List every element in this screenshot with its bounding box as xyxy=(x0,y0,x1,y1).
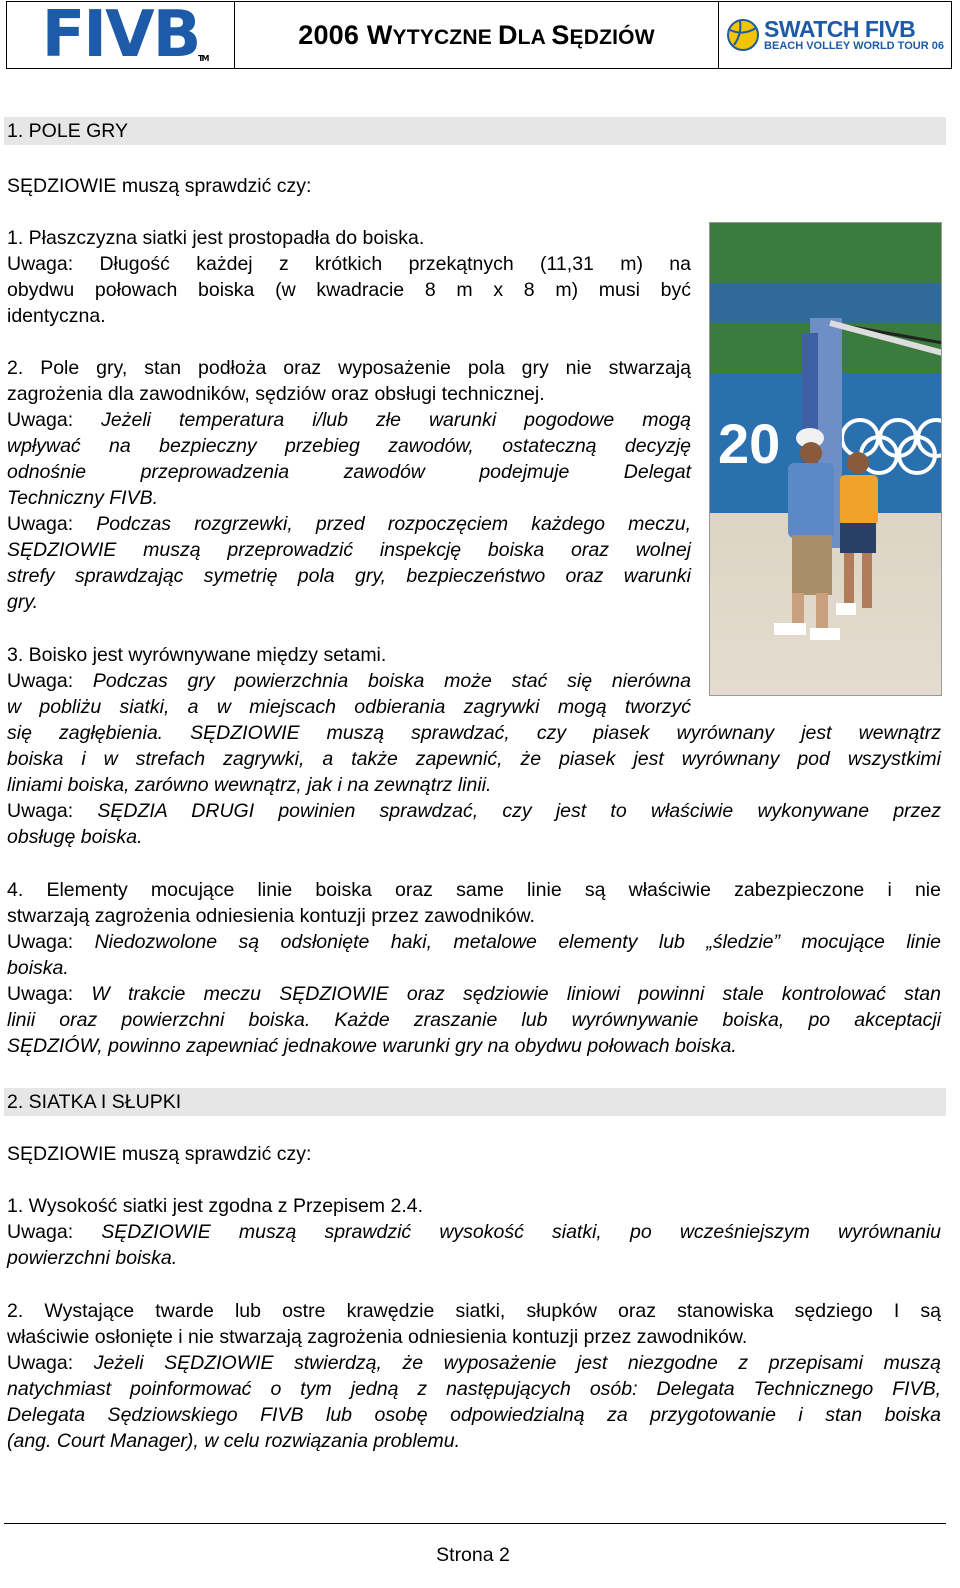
fivb-logo: FIVB TM xyxy=(41,0,208,72)
rule-item: 1. Wysokość siatki jest zgodna z Przepisem 2.4. xyxy=(7,1195,423,1217)
rule-item: 3. Boisko jest wyrównywane między setami. xyxy=(7,644,387,666)
footer-divider xyxy=(4,1523,946,1524)
note-line: obsługę boiska. xyxy=(7,826,143,848)
rule-item-line: właściwie osłonięte i nie stwarzają zagrożenia odniesienia kontuzji przez zawodników. xyxy=(7,1326,748,1348)
rule-item: 1. Płaszczyzna siatki jest prostopadła do boiska. xyxy=(7,227,425,249)
document-title: 2006 WYTYCZNE DLA SĘDZIÓW xyxy=(298,19,655,50)
note-line: w pobliżu siatki, a w miejscach odbierania zagrywki mogą tworzyć xyxy=(7,696,691,718)
note-line: gry. xyxy=(7,591,39,613)
note-line: powierzchni boiska. xyxy=(7,1247,178,1269)
note-line: natychmiast poinformować o tym jedną z następujących osób: Delegata Technicznego FIVB, xyxy=(7,1378,941,1400)
note-line: boiska i w strefach zagrywki, a także zapewnić, że piasek jest wyrównany pod wszystkimi xyxy=(7,748,941,770)
section-title: 2. SIATKA I SŁUPKI xyxy=(7,1091,182,1113)
note: Uwaga: Jeżeli SĘDZIOWIE stwierdzą, że wyposażenie jest niezgodne z przepisami muszą xyxy=(7,1352,942,1374)
referee-inspection-photo xyxy=(709,222,942,696)
note-line: SĘDZIÓW, powinno zapewniać jednakowe warunki gry na obydwu połowach boiska. xyxy=(7,1035,737,1057)
note: Uwaga: Niedozwolone są odsłonięte haki, metalowe elementy lub „śledzie” mocujące linie xyxy=(7,931,942,953)
svg-text:20: 20 xyxy=(718,412,781,475)
document-title-cell xyxy=(235,2,719,68)
volleyball-icon xyxy=(726,18,760,52)
note-line: linii oraz powierzchni boiska. Każde zraszanie lub wyrównywanie boiska, po akceptacji xyxy=(7,1009,941,1031)
note-line: liniami boiska, zarówno wewnątrz, jak i na zewnątrz linii. xyxy=(7,774,492,796)
note: Uwaga: SĘDZIOWIE muszą sprawdzić wysokość siatki, po wcześniejszym wyrównaniu xyxy=(7,1221,941,1243)
note-line: obydwu połowach boiska (w kwadracie 8 m x 8 m) musi być xyxy=(7,279,691,301)
note-line: identyczna. xyxy=(7,305,106,327)
note: Uwaga: W trakcie meczu SĘDZIOWIE oraz sędziowie liniowi powinni stale kontrolować stan xyxy=(7,983,941,1005)
rule-item: 2. Wystające twarde lub ostre krawędzie siatki, słupków oraz stanowiska sędziego I są xyxy=(7,1300,941,1322)
note: Uwaga: Jeżeli temperatura i/lub złe warunki pogodowe mogą xyxy=(7,409,691,431)
swatch-logo-subtitle: BEACH VOLLEY WORLD TOUR 06 xyxy=(764,40,944,52)
note-line: Techniczny FIVB. xyxy=(7,487,159,509)
note-line: odnośnie przeprowadzenia zawodów podejmuje Delegat xyxy=(7,461,691,483)
note-line: wpływać na bezpieczny przebieg zawodów, ostateczną decyzję xyxy=(7,435,691,457)
rule-item: 4. Elementy mocujące linie boiska oraz same linie są właściwie zabezpieczone i nie xyxy=(7,879,941,901)
note: Uwaga: SĘDZIA DRUGI powinien sprawdzać, czy jest to właściwie wykonywane przez xyxy=(7,800,941,822)
note: Uwaga: Podczas rozgrzewki, przed rozpoczęciem każdego meczu, xyxy=(7,513,691,535)
rule-item-line: zagrożenia dla zawodników, sędziów oraz obsługi technicznej. xyxy=(7,383,545,405)
page-header xyxy=(6,0,952,72)
note-line: boiska. xyxy=(7,957,69,979)
swatch-logo xyxy=(726,18,944,52)
note-line: się zagłębienia. SĘDZIOWIE muszą sprawdzać, czy piasek wyrównany jest wewnątrz xyxy=(7,722,941,744)
rule-item-line: stwarzają zagrożenia odniesienia kontuzji przez zawodników. xyxy=(7,905,535,927)
section-bar-pole-gry xyxy=(4,117,946,145)
note-line: strefy sprawdzając symetrię pola gry, bezpieczeństwo oraz warunki xyxy=(7,565,691,587)
swatch-logo-cell xyxy=(719,2,951,68)
note-line: Delegata Sędziowskiego FIVB lub osobę odpowiedzialną za przygotowanie i stan boiska xyxy=(7,1404,941,1426)
fivb-logo-cell xyxy=(7,0,235,72)
note: Uwaga: Długość każdej z krótkich przekątnych (11,31 m) na xyxy=(7,253,691,275)
section-intro: SĘDZIOWIE muszą sprawdzić czy: xyxy=(7,1143,312,1165)
swatch-logo-title: SWATCH FIVB xyxy=(764,16,916,42)
rule-item: 2. Pole gry, stan podłoża oraz wyposażenie pola gry nie stwarzają xyxy=(7,357,691,379)
note-line: (ang. Court Manager), w celu rozwiązania problemu. xyxy=(7,1430,461,1452)
section-intro: SĘDZIOWIE muszą sprawdzić czy: xyxy=(7,175,312,197)
page-number: Strona 2 xyxy=(436,1544,510,1566)
note: Uwaga: Podczas gry powierzchnia boiska może stać się nierówna xyxy=(7,670,691,692)
section-title: 1. POLE GRY xyxy=(7,120,129,142)
note-line: SĘDZIOWIE muszą przeprowadzić inspekcję boiska oraz wolnej xyxy=(7,539,691,561)
